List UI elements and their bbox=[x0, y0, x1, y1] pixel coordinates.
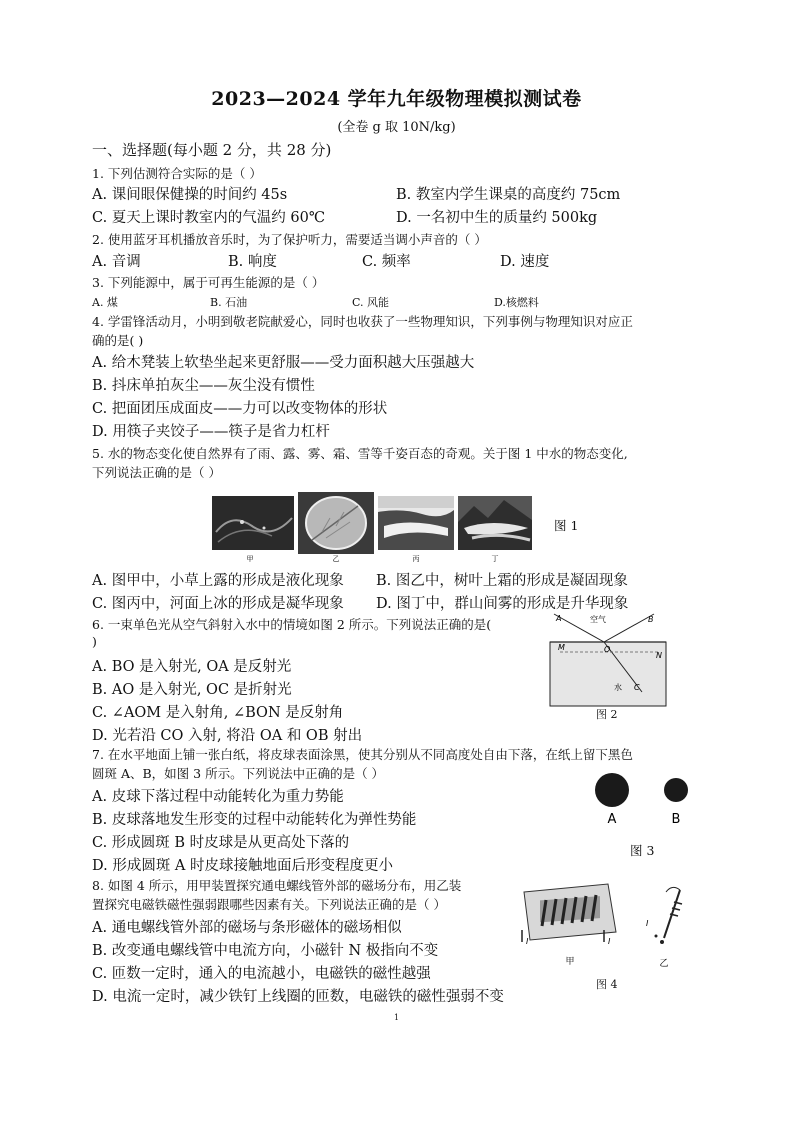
figure-4-current-label-3: I bbox=[646, 919, 649, 928]
photo-fog-in-mountains bbox=[458, 496, 532, 550]
question-1-option-b: B. 教室内学生课桌的高度约 75cm bbox=[396, 187, 621, 203]
question-5-option-b: B. 图乙中，树叶上霜的形成是凝固现象 bbox=[376, 573, 628, 589]
figure-1-caption-jia: 甲 bbox=[246, 555, 254, 563]
question-7-option-d: D. 形成圆斑 A 时皮球接触地面后形变程度更小 bbox=[92, 858, 394, 874]
figure-4-nail-magnet-yi bbox=[646, 887, 682, 944]
question-2-option-a: A. 音调 bbox=[92, 254, 141, 270]
figure-2-label-B: B bbox=[648, 615, 654, 624]
question-3-option-b: B. 石油 bbox=[210, 296, 248, 309]
question-2-option-c: C. 频率 bbox=[362, 254, 411, 270]
figure-4-electromagnet-setup bbox=[516, 880, 692, 972]
question-1-stem: 1. 下列估测符合实际的是（ ） bbox=[92, 166, 262, 181]
question-2-stem: 2. 使用蓝牙耳机播放音乐时，为了保护听力，需要适当调小声音的（ ） bbox=[92, 232, 487, 247]
photo-frost-on-leaf bbox=[298, 492, 374, 554]
question-7-option-c: C. 形成圆斑 B 时皮球是从更高处下落的 bbox=[92, 835, 350, 851]
figure-2-label-N: N bbox=[656, 651, 662, 660]
question-4-stem-line1: 4. 学雷锋活动月，小明到敬老院献爱心，同时也收获了一些物理知识，下列事例与物理知识对应正 bbox=[92, 314, 633, 329]
question-4-option-d: D. 用筷子夹饺子——筷子是省力杠杆 bbox=[92, 424, 330, 440]
figure-1-caption-bing: 丙 bbox=[412, 555, 420, 563]
photo-dew-on-grass bbox=[212, 496, 294, 550]
figure-4-current-label-2: I bbox=[608, 937, 611, 946]
question-2-option-b: B. 响度 bbox=[228, 254, 277, 270]
question-4-option-c: C. 把面团压成面皮——力可以改变物体的形状 bbox=[92, 401, 388, 417]
question-1-option-c: C. 夏天上课时教室内的气温约 60℃ bbox=[92, 210, 326, 226]
question-6-option-a: A. BO 是入射光, OA 是反射光 bbox=[92, 659, 292, 675]
spot-A bbox=[595, 773, 629, 807]
question-2-option-d: D. 速度 bbox=[500, 254, 550, 270]
figure-1-caption-ding: 丁 bbox=[491, 555, 499, 563]
figure-4-label: 图 4 bbox=[596, 978, 618, 991]
figure-4-current-label-1: I bbox=[526, 937, 529, 946]
figure-3-label-A: A bbox=[607, 812, 617, 827]
figure-1-label: 图 1 bbox=[554, 518, 579, 533]
question-6-stem-line2: ) bbox=[92, 634, 97, 649]
question-7-option-b: B. 皮球落地发生形变的过程中动能转化为弹性势能 bbox=[92, 812, 417, 828]
figure-2-label-water: 水 bbox=[614, 683, 622, 692]
question-8-option-a: A. 通电螺线管外部的磁场与条形磁体的磁场相似 bbox=[92, 920, 402, 936]
figure-2-label: 图 2 bbox=[596, 708, 618, 721]
figure-2-label-A: A bbox=[556, 614, 562, 623]
figure-1-caption-yi: 乙 bbox=[332, 555, 340, 563]
question-8-stem-line2: 置探究电磁铁磁性强弱跟哪些因素有关。下列说法正确的是（ ） bbox=[92, 897, 446, 912]
spot-B bbox=[664, 778, 688, 802]
question-6-option-d: D. 光若沿 CO 入射, 将沿 OA 和 OB 射出 bbox=[92, 728, 363, 744]
page-subtitle: (全卷 g 取 10N/kg) bbox=[337, 120, 456, 135]
figure-2-label-O: O bbox=[604, 645, 611, 654]
question-8-stem-line1: 8. 如图 4 所示，用甲装置探究通电螺线管外部的磁场分布，用乙装 bbox=[92, 878, 462, 893]
question-3-option-a: A. 煤 bbox=[92, 296, 118, 309]
question-8-option-b: B. 改变通电螺线管中电流方向，小磁针 N 极指向不变 bbox=[92, 943, 439, 959]
figure-2-label-C: C bbox=[634, 683, 640, 692]
question-4-option-a: A. 给木凳装上软垫坐起来更舒服——受力面积越大压强越大 bbox=[92, 355, 475, 371]
question-5-stem-line2: 下列说法正确的是（ ） bbox=[92, 465, 221, 480]
question-6-stem-line1: 6. 一束单色光从空气斜射入水中的情境如图 2 所示。下列说法正确的是( bbox=[92, 617, 492, 632]
question-7-stem-line2: 圆斑 A、B，如图 3 所示。下列说法中正确的是（ ） bbox=[92, 766, 385, 781]
question-1-option-d: D. 一名初中生的质量约 500kg bbox=[396, 210, 598, 226]
section-heading: 一、选择题(每小题 2 分，共 28 分) bbox=[92, 141, 332, 159]
page-title: 2023—2024 学年九年级物理模拟测试卷 bbox=[211, 88, 582, 110]
question-6-option-b: B. AO 是入射光, OC 是折射光 bbox=[92, 682, 292, 698]
question-3-option-d: D.核燃料 bbox=[494, 296, 539, 309]
question-5-option-a: A. 图甲中，小草上露的形成是液化现象 bbox=[92, 573, 344, 589]
figure-3-label-B: B bbox=[671, 812, 681, 827]
question-3-stem: 3. 下列能源中，属于可再生能源的是（ ） bbox=[92, 275, 325, 290]
question-5-option-c: C. 图丙中，河面上冰的形成是凝华现象 bbox=[92, 596, 344, 612]
question-7-option-a: A. 皮球下落过程中动能转化为重力势能 bbox=[92, 789, 344, 805]
question-6-option-c: C. ∠AOM 是入射角, ∠BON 是反射角 bbox=[92, 705, 344, 721]
figure-4-solenoid-jia bbox=[522, 884, 616, 946]
question-7-stem-line1: 7. 在水平地面上铺一张白纸，将皮球表面涂黑，使其分别从不同高度处自由下落，在纸上留下黑色 bbox=[92, 747, 633, 762]
ray-OB bbox=[604, 614, 654, 642]
figure-3-black-spots bbox=[590, 768, 700, 830]
question-8-option-d: D. 电流一定时，减少铁钉上线圈的匝数，电磁铁的磁性强弱不变 bbox=[92, 989, 504, 1005]
figure-2-label-M: M bbox=[558, 643, 565, 652]
question-5-option-d: D. 图丁中，群山间雾的形成是升华现象 bbox=[376, 596, 629, 612]
question-4-option-b: B. 抖床单拍灰尘——灰尘没有惯性 bbox=[92, 378, 315, 394]
figure-1-photos bbox=[212, 492, 532, 564]
question-1-option-a: A. 课间眼保健操的时间约 45s bbox=[92, 187, 288, 203]
figure-2-label-air: 空气 bbox=[590, 615, 606, 624]
question-4-stem-line2: 确的是( ) bbox=[92, 333, 144, 348]
figure-4-caption-jia: 甲 bbox=[565, 957, 575, 967]
figure-4-caption-yi: 乙 bbox=[659, 959, 669, 969]
question-8-option-c: C. 匝数一定时，通入的电流越小，电磁铁的磁性越强 bbox=[92, 966, 431, 982]
question-5-stem-line1: 5. 水的物态变化使自然界有了雨、露、雾、霜、雪等千姿百态的奇观。关于图 1 中水的物态变化, bbox=[92, 446, 628, 461]
figure-3-label: 图 3 bbox=[630, 843, 655, 858]
question-3-option-c: C. 风能 bbox=[352, 296, 390, 309]
photo-ice-on-river bbox=[378, 496, 454, 550]
page-number: 1 bbox=[394, 1013, 400, 1022]
figure-2-light-refraction bbox=[546, 612, 672, 720]
